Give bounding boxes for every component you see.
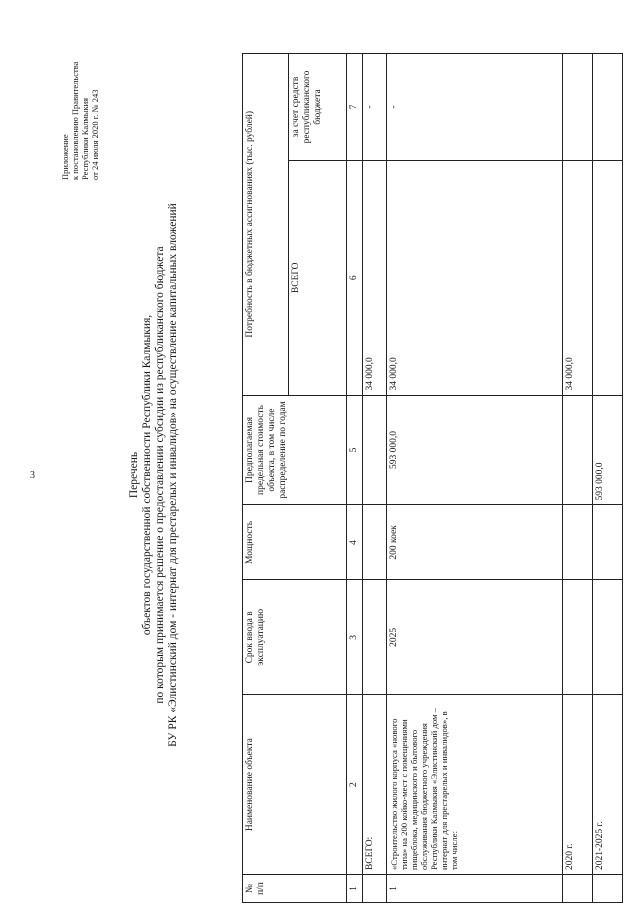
heading-line: по которым принимается решение о предоставлении субсидии из республиканского бюджета	[154, 246, 166, 704]
index-cell: 1	[347, 875, 363, 903]
rotated-sheet	[20, 45, 620, 905]
header-capacity: Мощность	[243, 505, 347, 580]
table-row	[593, 54, 623, 903]
cell-republic	[563, 54, 593, 161]
index-cell: 7	[347, 54, 363, 161]
header-term: Срок ввода в эксплуатацию	[243, 580, 347, 695]
cell-total	[593, 160, 623, 395]
header-need: Потребность в бюджетных ассигнованиях (тыс. рублей)	[243, 54, 289, 396]
cell-cost: 593 000,0	[387, 395, 563, 505]
cell-total: 34 000,0	[363, 160, 387, 395]
cell-term: 2025	[387, 580, 563, 695]
cell-term	[593, 580, 623, 695]
cell-num	[563, 875, 593, 903]
cell-capacity	[593, 505, 623, 580]
objects-table	[242, 53, 623, 903]
document-heading	[128, 45, 180, 905]
header-cost: Предполагаемая предельная стоимость объекта, в том числе распределение по годам	[243, 395, 347, 505]
cell-name: 2020 г.	[563, 695, 593, 875]
heading-line: БУ РК «Элистинский дом - интернат для престарелых и инвалидов» на осуществление капитальных вложений	[167, 203, 179, 747]
table-row	[563, 54, 593, 903]
index-cell: 6	[347, 160, 363, 395]
cell-name: ВСЕГО:	[363, 695, 387, 875]
index-cell: 4	[347, 505, 363, 580]
cell-capacity	[363, 505, 387, 580]
appendix-note	[60, 62, 100, 180]
cell-cost: 593 000,0	[593, 395, 623, 505]
header-republic: за счет средств республиканского бюджета	[289, 54, 347, 161]
table-row	[363, 54, 387, 903]
cell-republic	[593, 54, 623, 161]
cell-capacity: 200 коек	[387, 505, 563, 580]
cell-capacity	[563, 505, 593, 580]
cell-num	[363, 875, 387, 903]
page-number: 3	[30, 470, 35, 481]
table-row	[387, 54, 563, 903]
heading-line: объектов государственной собственности Республики Калмыкия,	[141, 314, 153, 636]
cell-republic: -	[387, 54, 563, 161]
cell-name: 2021-2025 г.	[593, 695, 623, 875]
cell-cost	[563, 395, 593, 505]
cell-total: 34 000,0	[387, 160, 563, 395]
cell-republic: -	[363, 54, 387, 161]
index-row	[347, 54, 363, 903]
cell-total: 34 000,0	[563, 160, 593, 395]
document-title: Перечень	[128, 451, 140, 499]
cell-term	[563, 580, 593, 695]
cell-cost	[363, 395, 387, 505]
appendix-line: Приложение	[60, 134, 70, 180]
index-cell: 2	[347, 695, 363, 875]
header-name: Наименование объекта	[243, 695, 347, 875]
header-total: ВСЕГО	[289, 160, 347, 395]
cell-name: «Строительство жилого корпуса «нового типа» на 200 койко-мест с помещениями пищеблока, медицинского и бытового обслуживания бюджетного учреждения Республики Калмыкия «Элистинский дом – интернат для престарелых и инвалидов», в том числе:	[387, 695, 563, 875]
index-cell: 3	[347, 580, 363, 695]
header-row	[243, 54, 289, 903]
index-cell: 5	[347, 395, 363, 505]
cell-term	[363, 580, 387, 695]
header-num: № п/п	[243, 875, 347, 903]
cell-num	[593, 875, 623, 903]
cell-num: 1	[387, 875, 563, 903]
appendix-line: от 24 июля 2020 г. № 243	[90, 89, 100, 180]
appendix-line: Республики Калмыкия	[80, 97, 90, 180]
appendix-line: к постановлению Правительства	[70, 61, 80, 180]
